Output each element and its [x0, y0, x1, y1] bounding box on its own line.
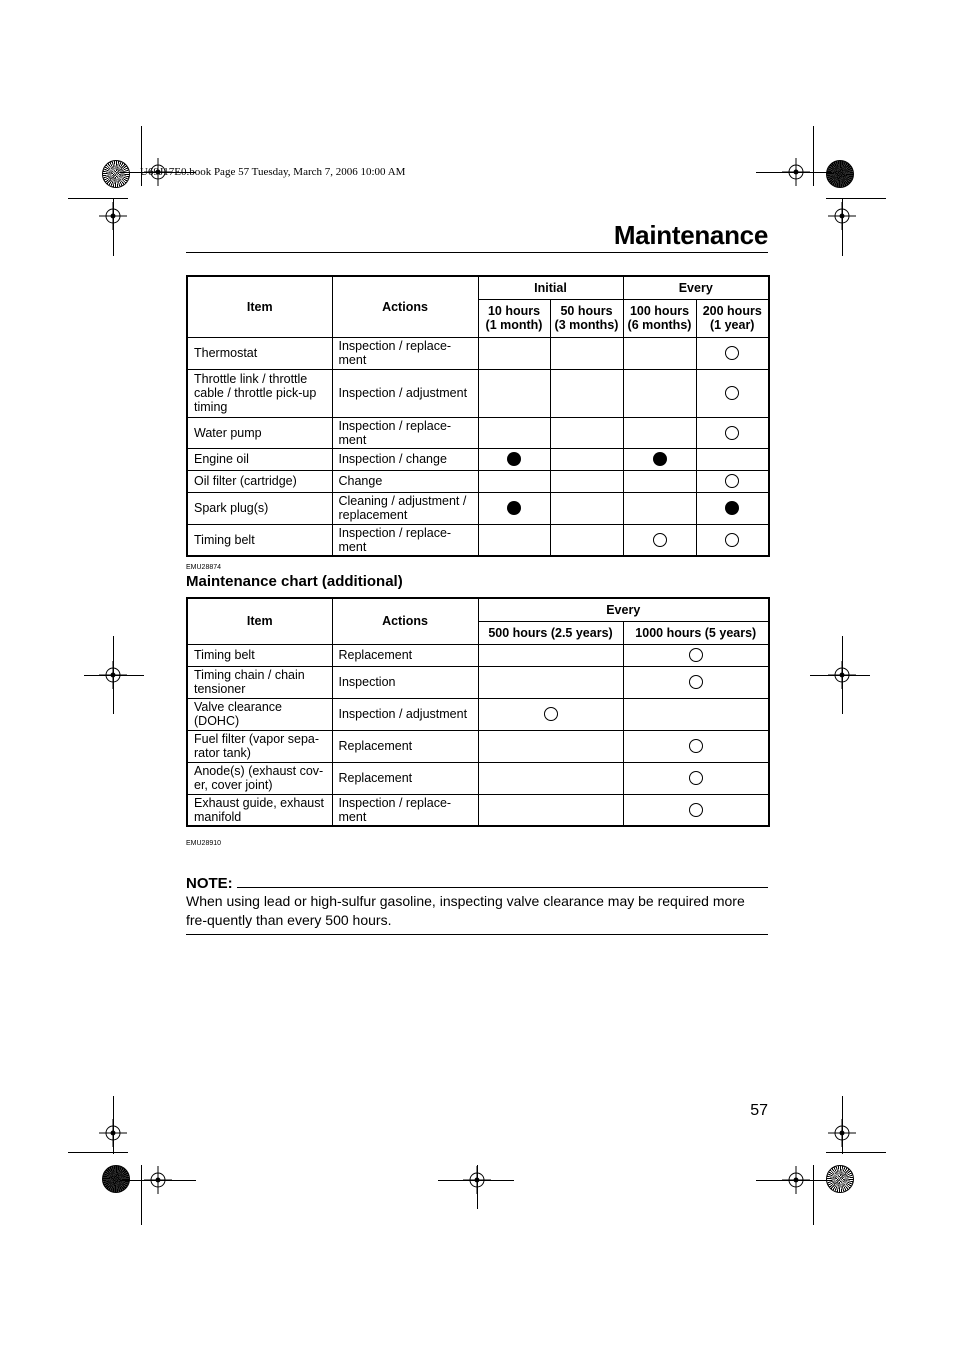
table-row — [187, 524, 769, 556]
section-title: Maintenance chart (additional) — [186, 573, 403, 590]
filled-circle-icon — [507, 501, 521, 515]
table-row — [187, 369, 769, 417]
table-row — [187, 730, 769, 762]
column-group-every: Every — [478, 598, 769, 621]
item-cell: Thermostat — [187, 337, 332, 369]
action-cell: Inspection — [332, 666, 478, 698]
open-circle-icon — [689, 803, 703, 817]
action-cell: Replacement — [332, 762, 478, 794]
open-circle-icon — [689, 739, 703, 753]
page-number: 57 — [750, 1102, 768, 1119]
table-row — [187, 470, 769, 492]
maintenance-table — [186, 275, 770, 557]
column-header-actions: Actions — [332, 598, 478, 644]
section-code: EMU28874 — [186, 564, 222, 571]
table-row — [187, 698, 769, 730]
column-group-every: Every — [623, 276, 769, 299]
action-cell: Change — [332, 470, 478, 492]
table-row — [187, 417, 769, 448]
table-row — [187, 492, 769, 524]
note-label: NOTE: — [186, 875, 233, 892]
column-header-actions: Actions — [332, 276, 478, 337]
column-header-interval: 200 hours (1 year) — [696, 299, 769, 337]
open-circle-icon — [725, 426, 739, 440]
table-row — [187, 794, 769, 826]
item-cell: Water pump — [187, 417, 332, 448]
filled-circle-icon — [725, 501, 739, 515]
registration-dial-icon — [826, 1165, 854, 1193]
column-header-interval: 100 hours (6 months) — [623, 299, 696, 337]
item-cell: Timing chain / chain tensioner — [187, 666, 332, 698]
table-row — [187, 762, 769, 794]
action-cell: Inspection / replace-ment — [332, 337, 478, 369]
open-circle-icon — [689, 675, 703, 689]
item-cell: Timing belt — [187, 644, 332, 666]
item-cell: Exhaust guide, exhaust manifold — [187, 794, 332, 826]
open-circle-icon — [689, 771, 703, 785]
column-header-interval: 1000 hours (5 years) — [623, 621, 769, 644]
column-header-interval: 50 hours (3 months) — [550, 299, 623, 337]
book-header-line: U69J17E0.book Page 57 Tuesday, March 7, 2006 10:00 AM — [140, 166, 406, 178]
open-circle-icon — [725, 386, 739, 400]
item-cell: Timing belt — [187, 524, 332, 556]
note-divider-bottom — [186, 934, 768, 935]
crosshair-icon — [828, 202, 856, 230]
open-circle-icon — [689, 648, 703, 662]
open-circle-icon — [653, 533, 667, 547]
registration-dial-icon — [826, 160, 854, 188]
table-row — [187, 448, 769, 470]
item-cell: Fuel filter (vapor sepa-rator tank) — [187, 730, 332, 762]
table-row — [187, 337, 769, 369]
column-group-initial: Initial — [478, 276, 623, 299]
title-divider — [186, 252, 768, 253]
column-header-interval: 500 hours (2.5 years) — [478, 621, 623, 644]
note-divider-top — [237, 887, 768, 888]
column-header-item: Item — [187, 276, 332, 337]
crosshair-icon — [99, 1119, 127, 1147]
action-cell: Inspection / replace-ment — [332, 794, 478, 826]
filled-circle-icon — [507, 452, 521, 466]
additional-maintenance-table — [186, 597, 770, 827]
open-circle-icon — [544, 707, 558, 721]
column-header-interval: 10 hours (1 month) — [478, 299, 550, 337]
open-circle-icon — [725, 474, 739, 488]
page-title: Maintenance — [613, 220, 768, 250]
item-cell: Anode(s) (exhaust cov-er, cover joint) — [187, 762, 332, 794]
registration-dial-icon — [102, 1165, 130, 1193]
item-cell: Engine oil — [187, 448, 332, 470]
item-cell: Throttle link / throttle cable / throttle pick-up timing — [187, 369, 332, 417]
action-cell: Cleaning / adjustment / replacement — [332, 492, 478, 524]
action-cell: Inspection / adjustment — [332, 698, 478, 730]
registration-dial-icon — [102, 160, 130, 188]
action-cell: Replacement — [332, 644, 478, 666]
filled-circle-icon — [653, 452, 667, 466]
action-cell: Inspection / replace-ment — [332, 524, 478, 556]
column-header-item: Item — [187, 598, 332, 644]
action-cell: Replacement — [332, 730, 478, 762]
note-text: When using lead or high-sulfur gasoline, inspecting valve clearance may be required more fre-quently than every 500 hours. — [186, 893, 745, 928]
action-cell: Inspection / replace-ment — [332, 417, 478, 448]
item-cell: Spark plug(s) — [187, 492, 332, 524]
section-code: EMU28910 — [186, 840, 222, 847]
action-cell: Inspection / adjustment — [332, 369, 478, 417]
table-row — [187, 644, 769, 666]
crosshair-icon — [99, 202, 127, 230]
open-circle-icon — [725, 533, 739, 547]
crosshair-icon — [828, 1119, 856, 1147]
open-circle-icon — [725, 346, 739, 360]
item-cell: Oil filter (cartridge) — [187, 470, 332, 492]
item-cell: Valve clearance (DOHC) — [187, 698, 332, 730]
table-row — [187, 666, 769, 698]
action-cell: Inspection / change — [332, 448, 478, 470]
